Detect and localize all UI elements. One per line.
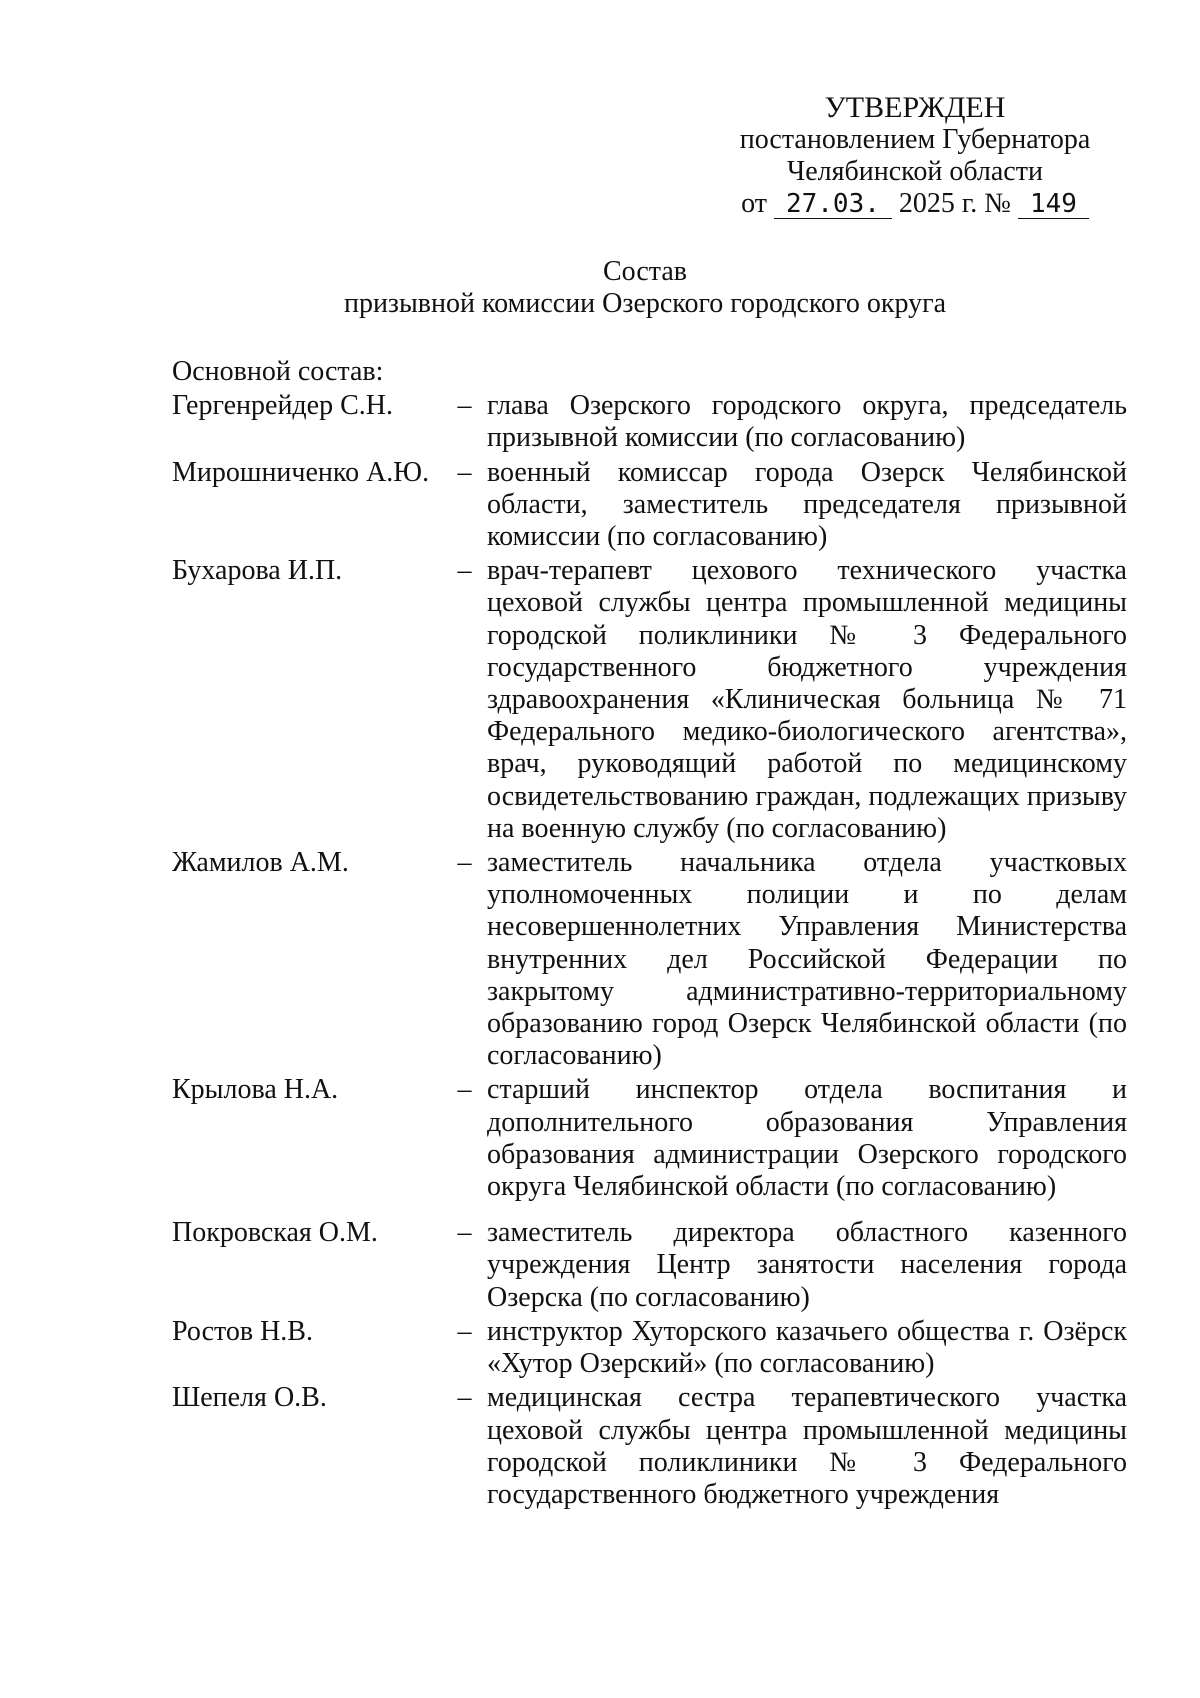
approval-block xyxy=(700,92,1130,220)
document-title xyxy=(0,256,1200,320)
member-role: заместитель директора областного казенного учреждения Центр занятости населения города Озерска (по согласованию) xyxy=(487,1217,1127,1313)
member-role: заместитель начальника отдела участковых уполномоченных полиции и по делам несовершеннолетних Управления Министерства внутренних дел Российской Федерации по закрытому административно-территориальному образованию город Озерск Челябинской области (по согласованию) xyxy=(487,847,1127,1072)
members-list xyxy=(172,356,1127,1511)
title-line-1: Состав xyxy=(602,256,688,287)
member-role: военный комиссар города Озерск Челябинской области, заместитель председателя призывной комиссии (по согласованию) xyxy=(487,456,1127,553)
member-role: старший инспектор отдела воспитания и дополнительного образования Управления образования администрации Озерского городского округа Челябинской области (по согласованию) xyxy=(487,1074,1127,1203)
member-dash: – xyxy=(457,555,472,587)
member-dash: – xyxy=(457,390,472,422)
handwritten-number: 149 xyxy=(1018,190,1089,219)
member-dash: – xyxy=(457,456,472,488)
member-row xyxy=(172,1382,1127,1511)
member-name: Покровская О.М. xyxy=(172,1217,378,1249)
member-name: Мирошниченко А.Ю. xyxy=(172,456,430,488)
member-row xyxy=(172,457,1127,554)
approval-date-line xyxy=(700,188,1130,220)
member-row xyxy=(172,1316,1127,1380)
member-role: инструктор Хуторского казачьего общества г. Озёрск «Хутор Озерский» (по согласованию) xyxy=(487,1315,1127,1380)
approval-line-2: Челябинской области xyxy=(787,156,1043,187)
member-role: врач-терапевт цехового технического участка цеховой службы центра промышленной медицины городской поликлиники № 3 Федерального государственного бюджетного учреждения здравоохранения «Клиническая больница № 71 Федерального медико-биологического агентства», врач, руководящий работой по медицинскому освидетельствованию граждан, подлежащих призыву на военную службу (по согласованию) xyxy=(487,555,1127,844)
member-name: Жамилов А.М. xyxy=(172,847,349,879)
member-dash: – xyxy=(457,1382,472,1414)
section-label: Основной состав: xyxy=(172,356,384,387)
member-dash: – xyxy=(457,1217,472,1249)
member-dash: – xyxy=(457,1315,472,1347)
member-row xyxy=(172,1217,1127,1314)
member-name: Крылова Н.А. xyxy=(172,1074,339,1106)
date-prefix: от xyxy=(741,188,767,219)
year-suffix: 2025 г. № xyxy=(898,188,1011,219)
member-role: медицинская сестра терапевтического участка цеховой службы центра промышленной медицины городской поликлиники № 3 Федерального государственного бюджетного учреждения xyxy=(487,1382,1127,1510)
member-name: Шепеля О.В. xyxy=(172,1382,327,1414)
handwritten-date: 27.03. xyxy=(774,190,892,219)
member-name: Гергенрейдер С.Н. xyxy=(172,390,393,422)
approval-line-1: постановлением Губернатора xyxy=(739,124,1091,155)
member-name: Бухарова И.П. xyxy=(172,555,343,587)
member-row xyxy=(172,1074,1127,1203)
member-row xyxy=(172,390,1127,454)
member-role: глава Озерского городского округа, председатель призывной комиссии (по согласованию) xyxy=(487,390,1127,454)
member-dash: – xyxy=(457,847,472,879)
member-row xyxy=(172,847,1127,1072)
member-name: Ростов Н.В. xyxy=(172,1315,313,1347)
member-dash: – xyxy=(457,1074,472,1106)
title-line-2: призывной комиссии Озерского городского округа xyxy=(343,288,947,319)
approval-stamp: УТВЕРЖДЕН xyxy=(824,91,1006,124)
member-row xyxy=(172,555,1127,845)
